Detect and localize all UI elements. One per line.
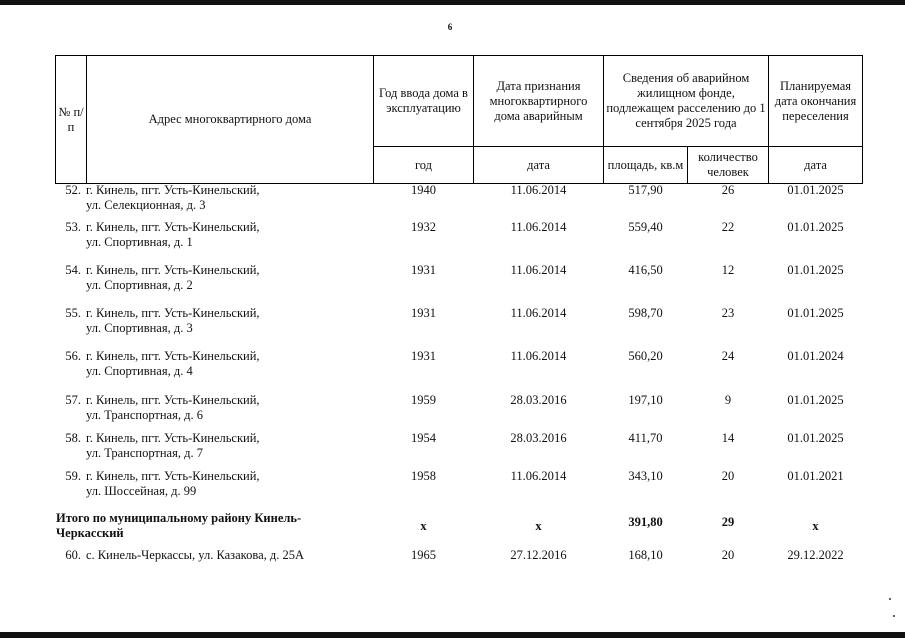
- row-people: 12: [721, 263, 735, 277]
- address-line-2: ул. Спортивная, д. 3: [86, 321, 193, 335]
- header-col-planned: Планируемая дата окончания переселения: [774, 78, 857, 123]
- address-line-2: ул. Спортивная, д. 4: [86, 364, 193, 378]
- row-planned: 29.12.2022: [787, 548, 844, 562]
- row-area: 411,70: [628, 431, 663, 445]
- address-line-2: ул. Транспортная, д. 7: [86, 446, 203, 460]
- row-address: [56, 431, 260, 461]
- row-people: 14: [721, 431, 735, 445]
- address-line-1: г. Кинель, пгт. Усть-Кинельский,: [86, 220, 260, 234]
- row-date: 28.03.2016: [510, 431, 567, 445]
- header-col-fund-info: Сведения об аварийном жилищном фонде, подлежащем расселению до 1 сентября 2025 года: [606, 71, 766, 130]
- total-label-line-1: Итого по муниципальному району Кинель-: [56, 511, 302, 525]
- total-planned: x: [812, 519, 819, 533]
- row-area: 517,90: [628, 183, 663, 197]
- total-year: x: [420, 519, 427, 533]
- row-planned: 01.01.2021: [787, 469, 844, 483]
- row-number: 58.: [65, 431, 81, 445]
- row-planned: 01.01.2025: [787, 431, 844, 445]
- scan-speck: [893, 615, 895, 617]
- row-people: 23: [721, 306, 735, 320]
- row-address: [56, 263, 260, 293]
- address-line-2: ул. Транспортная, д. 6: [86, 408, 203, 422]
- address-line-1: г. Кинель, пгт. Усть-Кинельский,: [86, 393, 260, 407]
- row-number: 57.: [65, 393, 81, 407]
- row-area: 168,10: [628, 548, 663, 562]
- address-line-1: с. Кинель-Черкассы, ул. Казакова, д. 25А: [86, 548, 305, 562]
- row-date: 11.06.2014: [510, 220, 567, 234]
- bottom-scan-border: [0, 632, 905, 638]
- row-address: [56, 349, 260, 379]
- row-year: 1932: [411, 220, 436, 234]
- row-area: 598,70: [628, 306, 663, 320]
- top-scan-border: [0, 0, 905, 5]
- address-line-2: ул. Спортивная, д. 1: [86, 235, 193, 249]
- row-planned: 01.01.2025: [787, 220, 844, 234]
- row-date: 11.06.2014: [510, 349, 567, 363]
- address-line-1: г. Кинель, пгт. Усть-Кинельский,: [86, 349, 260, 363]
- row-number: 53.: [65, 220, 81, 234]
- row-date: 28.03.2016: [510, 393, 567, 407]
- row-planned: 01.01.2025: [787, 263, 844, 277]
- row-address: [56, 183, 260, 213]
- row-planned: 01.01.2025: [787, 306, 844, 320]
- address-line-1: г. Кинель, пгт. Усть-Кинельский,: [86, 183, 260, 197]
- row-people: 26: [721, 183, 735, 197]
- row-number: 54.: [65, 263, 81, 277]
- address-line-1: г. Кинель, пгт. Усть-Кинельский,: [86, 306, 260, 320]
- row-date: 11.06.2014: [510, 469, 567, 483]
- subheader-date: дата: [527, 157, 550, 172]
- row-planned: 01.01.2025: [787, 393, 844, 407]
- address-line-2: ул. Шоссейная, д. 99: [86, 484, 197, 498]
- row-number: 56.: [65, 349, 81, 363]
- header-col-year: Год ввода дома в эксплуатацию: [379, 86, 468, 115]
- row-people: 20: [721, 548, 735, 562]
- row-planned: 01.01.2024: [787, 349, 844, 363]
- header-col-date-emergency: Дата признания многоквартирного дома аварийным: [489, 78, 588, 123]
- row-area: 560,20: [628, 349, 663, 363]
- row-address: [56, 393, 260, 423]
- subheader-planned-date: дата: [804, 157, 827, 172]
- row-year: 1940: [411, 183, 436, 197]
- row-area: 197,10: [628, 393, 663, 407]
- row-year: 1958: [411, 469, 436, 483]
- header-col-address: Адрес многоквартирного дома: [148, 112, 312, 126]
- row-people: 22: [721, 220, 735, 234]
- row-year: 1931: [411, 263, 436, 277]
- col-border: [862, 55, 863, 184]
- row-people: 24: [721, 349, 735, 363]
- total-date: x: [535, 519, 542, 533]
- row-number: 52.: [65, 183, 81, 197]
- row-year: 1965: [411, 548, 436, 562]
- row-address: [56, 220, 260, 250]
- row-people: 9: [724, 393, 732, 407]
- row-date: 11.06.2014: [510, 263, 567, 277]
- row-address: [56, 306, 260, 336]
- row-date: 27.12.2016: [510, 548, 567, 562]
- address-line-1: г. Кинель, пгт. Усть-Кинельский,: [86, 263, 260, 277]
- total-people: 29: [721, 515, 735, 529]
- header-col-number: № п/п: [58, 104, 84, 134]
- page-number: 6: [447, 22, 453, 32]
- row-year: 1931: [411, 306, 436, 320]
- row-people: 20: [721, 469, 735, 483]
- row-date: 11.06.2014: [510, 183, 567, 197]
- row-area: 343,10: [628, 469, 663, 483]
- row-area: 416,50: [628, 263, 663, 277]
- row-year: 1959: [411, 393, 436, 407]
- scan-speck: [889, 598, 891, 600]
- address-line-2: ул. Спортивная, д. 2: [86, 278, 193, 292]
- row-year: 1931: [411, 349, 436, 363]
- row-area: 559,40: [628, 220, 663, 234]
- subheader-area: площадь, кв.м: [607, 157, 684, 172]
- address-line-1: г. Кинель, пгт. Усть-Кинельский,: [86, 431, 260, 445]
- row-address: [56, 548, 304, 563]
- subheader-people: количество человек: [698, 150, 758, 179]
- row-number: 60.: [65, 548, 81, 562]
- total-area: 391,80: [628, 515, 663, 529]
- row-year: 1954: [411, 431, 436, 445]
- row-date: 11.06.2014: [510, 306, 567, 320]
- subheader-year: год: [414, 157, 433, 172]
- total-label-line-2: Черкасский: [56, 526, 124, 540]
- row-planned: 01.01.2025: [787, 183, 844, 197]
- row-number: 59.: [65, 469, 81, 483]
- address-line-1: г. Кинель, пгт. Усть-Кинельский,: [86, 469, 260, 483]
- total-label: [56, 511, 301, 541]
- row-address: [56, 469, 260, 499]
- address-line-2: ул. Селекционная, д. 3: [86, 198, 206, 212]
- row-number: 55.: [65, 306, 81, 320]
